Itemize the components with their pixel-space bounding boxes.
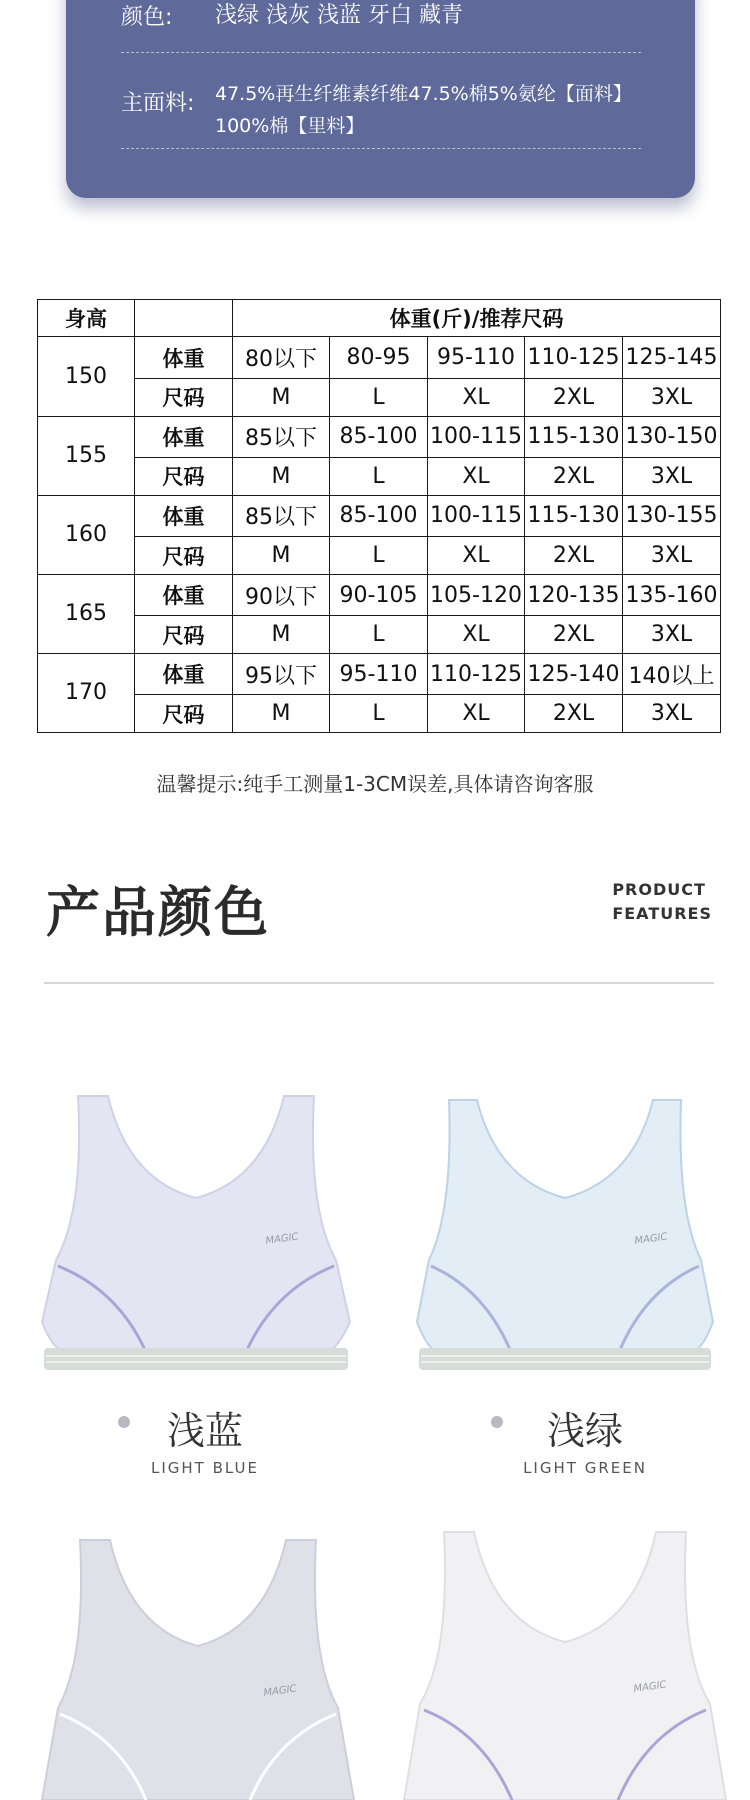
weight-cell: 125-140 <box>525 653 623 695</box>
size-cell: 2XL <box>525 537 623 574</box>
brand-logo: MAGIC <box>262 1683 298 1699</box>
section-divider <box>44 982 714 984</box>
size-cell: 3XL <box>623 537 721 574</box>
weight-cell: 85以下 <box>233 416 330 458</box>
color-caption-light-green <box>520 1400 650 1477</box>
size-cell: L <box>330 695 428 733</box>
weight-cell: 125-145 <box>623 337 721 379</box>
bullet-dot <box>491 1416 503 1428</box>
table-row <box>38 379 721 416</box>
weight-cell: 105-120 <box>428 574 525 616</box>
weight-cell: 95-110 <box>428 337 525 379</box>
color-name-cn: 浅绿 <box>546 1409 623 1453</box>
fabric-value <box>215 78 675 142</box>
fabric-line-1: 47.5%再生纤维素纤维47.5%棉5%氨纶【面料】 <box>215 83 632 105</box>
size-cell: M <box>233 616 330 653</box>
size-cell: L <box>330 616 428 653</box>
weight-cell: 130-155 <box>623 495 721 537</box>
weight-cell: 100-115 <box>428 416 525 458</box>
color-caption-light-blue <box>140 1400 270 1477</box>
color-value: 浅绿 浅灰 浅蓝 牙白 藏青 <box>215 3 463 28</box>
brand-logo: MAGIC <box>632 1679 668 1695</box>
weight-cell: 85-100 <box>330 416 428 458</box>
weight-label-cell: 体重 <box>135 653 233 695</box>
weight-label-cell: 体重 <box>135 574 233 616</box>
size-cell: M <box>233 379 330 416</box>
weight-label-cell: 体重 <box>135 337 233 379</box>
weight-cell: 85以下 <box>233 495 330 537</box>
height-cell: 155 <box>38 416 135 495</box>
size-label-cell: 尺码 <box>135 616 233 653</box>
weight-cell: 100-115 <box>428 495 525 537</box>
weight-cell: 110-125 <box>525 337 623 379</box>
weight-cell: 95以下 <box>233 653 330 695</box>
measurement-tip: 温馨提示:纯手工测量1-3CM误差,具体请咨询客服 <box>156 772 594 796</box>
divider <box>121 148 641 149</box>
size-cell: XL <box>428 458 525 495</box>
weight-cell: 80以下 <box>233 337 330 379</box>
size-cell: XL <box>428 616 525 653</box>
brand-logo: MAGIC <box>633 1231 669 1247</box>
height-cell: 150 <box>38 337 135 416</box>
weight-cell: 140以上 <box>623 653 721 695</box>
height-cell: 160 <box>38 495 135 574</box>
table-row <box>38 458 721 495</box>
weight-cell: 115-130 <box>525 495 623 537</box>
size-cell: 3XL <box>623 695 721 733</box>
size-cell: XL <box>428 695 525 733</box>
bullet-dot <box>118 1416 130 1428</box>
size-cell: 2XL <box>525 695 623 733</box>
section-subtitle-line-1: PRODUCT <box>612 880 706 899</box>
divider <box>121 52 641 53</box>
table-row <box>38 695 721 733</box>
height-cell: 170 <box>38 653 135 732</box>
size-cell: 3XL <box>623 379 721 416</box>
weight-cell: 85-100 <box>330 495 428 537</box>
header-empty <box>135 300 233 337</box>
size-cell: 2XL <box>525 616 623 653</box>
section-subtitle-line-2: FEATURES <box>612 904 712 923</box>
color-name-en: LIGHT BLUE <box>151 1459 259 1477</box>
weight-label-cell: 体重 <box>135 416 233 458</box>
weight-cell: 120-135 <box>525 574 623 616</box>
header-title: 体重(斤)/推荐尺码 <box>233 300 721 337</box>
product-image-light-gray <box>38 1528 358 1800</box>
section-subtitle <box>612 878 712 926</box>
header-height: 身高 <box>38 300 135 337</box>
size-label-cell: 尺码 <box>135 695 233 733</box>
size-cell: 3XL <box>623 458 721 495</box>
size-cell: 2XL <box>525 379 623 416</box>
weight-cell: 135-160 <box>623 574 721 616</box>
weight-cell: 90以下 <box>233 574 330 616</box>
weight-cell: 130-150 <box>623 416 721 458</box>
size-cell: M <box>233 695 330 733</box>
table-row <box>38 537 721 574</box>
color-name-cn: 浅蓝 <box>166 1409 243 1453</box>
section-title: 产品颜色 <box>46 881 270 944</box>
table-row <box>38 337 721 379</box>
size-cell: 2XL <box>525 458 623 495</box>
weight-cell: 110-125 <box>428 653 525 695</box>
size-cell: L <box>330 458 428 495</box>
size-chart-table <box>37 299 721 733</box>
fabric-line-2: 100%棉【里料】 <box>215 115 365 137</box>
table-row <box>38 416 721 458</box>
weight-cell: 90-105 <box>330 574 428 616</box>
size-cell: L <box>330 379 428 416</box>
table-row <box>38 495 721 537</box>
size-label-cell: 尺码 <box>135 537 233 574</box>
weight-cell: 115-130 <box>525 416 623 458</box>
bra-body <box>42 1096 350 1352</box>
table-row <box>38 616 721 653</box>
size-cell: M <box>233 458 330 495</box>
weight-cell: 95-110 <box>330 653 428 695</box>
size-cell: XL <box>428 537 525 574</box>
size-label-cell: 尺码 <box>135 379 233 416</box>
table-row <box>38 653 721 695</box>
color-label: 颜色: <box>121 5 173 30</box>
product-info-card <box>66 0 695 198</box>
size-cell: M <box>233 537 330 574</box>
table-header-row <box>38 300 721 337</box>
size-cell: XL <box>428 379 525 416</box>
size-label-cell: 尺码 <box>135 458 233 495</box>
table-row <box>38 574 721 616</box>
weight-label-cell: 体重 <box>135 495 233 537</box>
product-image-light-green <box>415 1090 715 1380</box>
size-cell: L <box>330 537 428 574</box>
height-cell: 165 <box>38 574 135 653</box>
color-name-en: LIGHT GREEN <box>523 1459 647 1477</box>
product-image-ivory <box>400 1528 730 1800</box>
fabric-label: 主面料: <box>121 91 195 116</box>
brand-logo: MAGIC <box>264 1231 300 1247</box>
weight-cell: 80-95 <box>330 337 428 379</box>
product-image-light-blue <box>38 1090 354 1380</box>
size-cell: 3XL <box>623 616 721 653</box>
